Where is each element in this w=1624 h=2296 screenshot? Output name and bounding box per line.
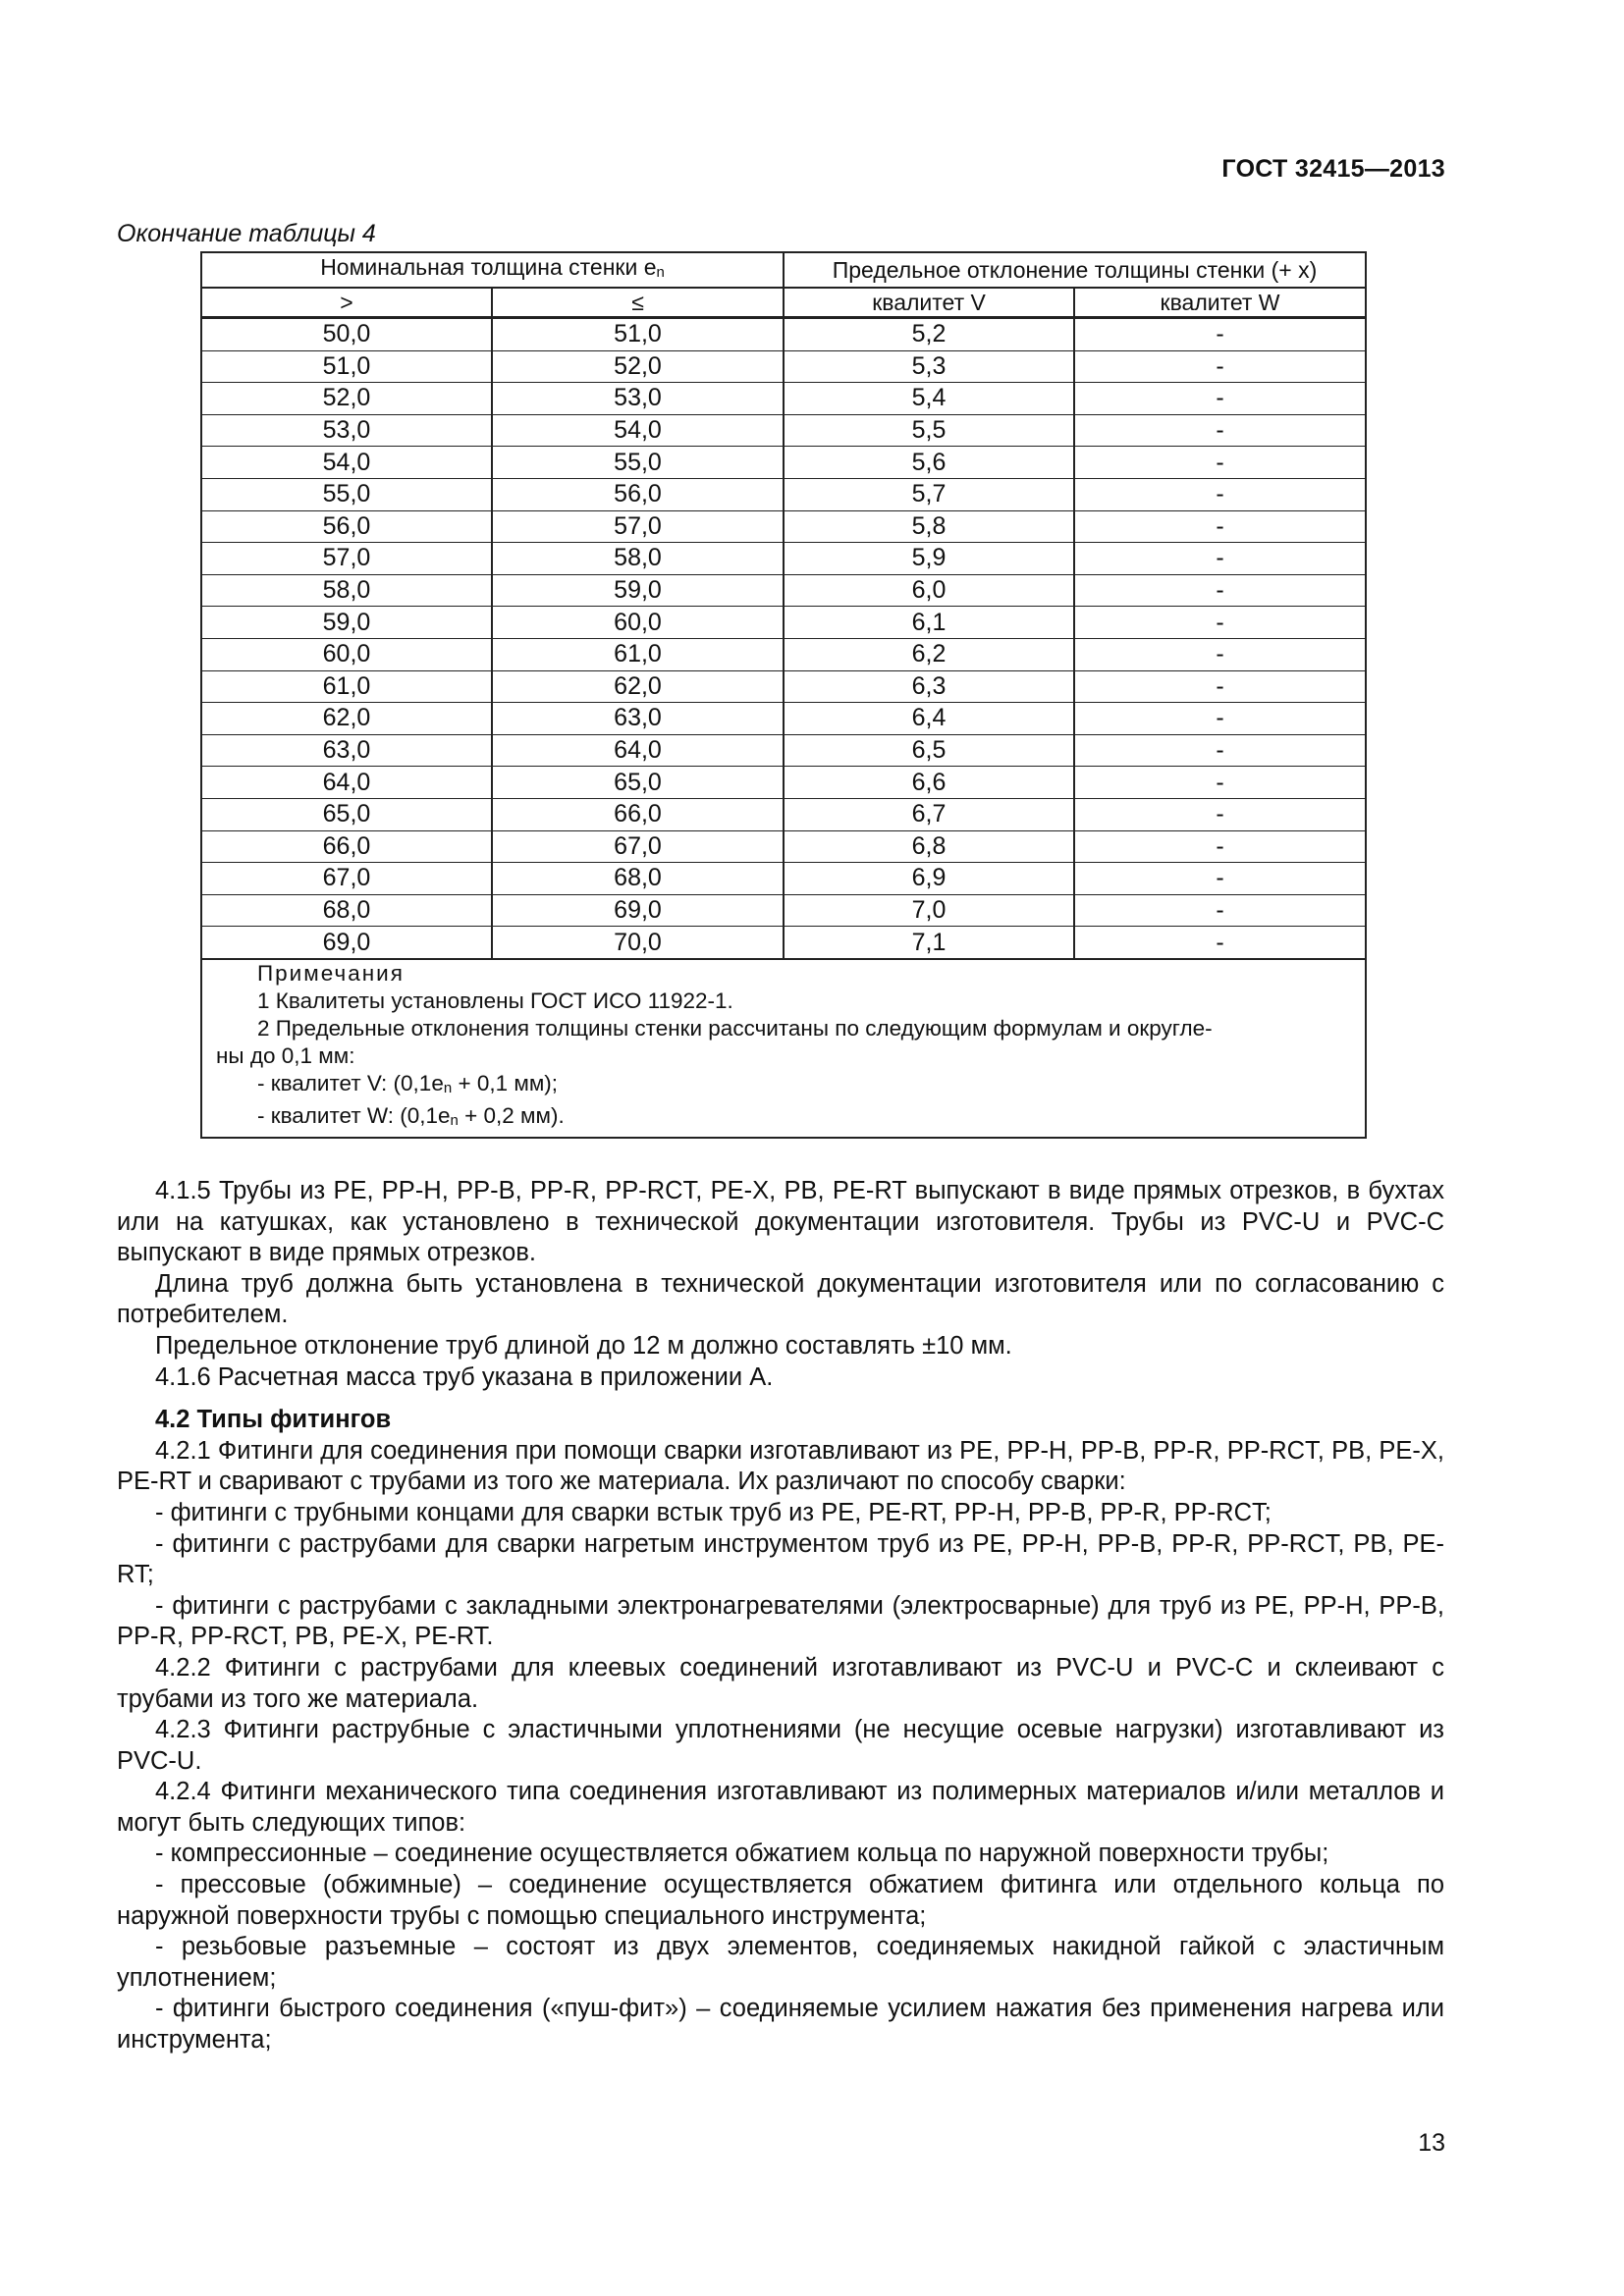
cell-thickness-to: 54,0 <box>492 414 784 447</box>
cell-thickness-to: 55,0 <box>492 447 784 479</box>
cell-grade-v: 6,7 <box>784 798 1074 830</box>
cell-thickness-to: 59,0 <box>492 574 784 607</box>
table-body <box>201 318 1366 959</box>
cell-thickness-from: 57,0 <box>201 543 492 575</box>
cell-grade-v: 7,1 <box>784 927 1074 959</box>
table-row <box>201 638 1366 670</box>
col-header-gt: > <box>201 288 492 318</box>
cell-grade-v: 6,5 <box>784 734 1074 767</box>
cell-grade-v: 5,6 <box>784 447 1074 479</box>
cell-thickness-to: 70,0 <box>492 927 784 959</box>
paragraph-4-1-6: 4.1.6 Расчетная масса труб указана в приложении А. <box>155 1362 774 1391</box>
cell-thickness-from: 60,0 <box>201 638 492 670</box>
cell-grade-w: - <box>1074 863 1366 895</box>
cell-thickness-from: 63,0 <box>201 734 492 767</box>
cell-grade-w: - <box>1074 543 1366 575</box>
paragraph-4-2-3: 4.2.3 Фитинги раструбные с эластичными уплотнениями (не несущие осевые нагрузки) изготавливают из PVC-U. <box>117 1716 1444 1775</box>
cell-thickness-to: 66,0 <box>492 798 784 830</box>
cell-grade-v: 6,9 <box>784 863 1074 895</box>
cell-thickness-to: 68,0 <box>492 863 784 895</box>
cell-grade-v: 5,8 <box>784 510 1074 543</box>
table-header-row <box>201 252 1366 288</box>
table-row <box>201 607 1366 639</box>
cell-grade-w: - <box>1074 798 1366 830</box>
list-item-threaded: - резьбовые разъемные – состоят из двух элементов, соединяемых накидной гайкой с эластичным уплотнением; <box>117 1933 1444 1992</box>
cell-thickness-to: 63,0 <box>492 703 784 735</box>
cell-grade-v: 5,9 <box>784 543 1074 575</box>
cell-thickness-to: 64,0 <box>492 734 784 767</box>
section-heading-4-2: 4.2 Типы фитингов <box>155 1406 392 1434</box>
col-header-grade-w: квалитет W <box>1074 288 1366 318</box>
cell-grade-v: 6,6 <box>784 767 1074 799</box>
table-subheader-row <box>201 288 1366 318</box>
cell-thickness-from: 68,0 <box>201 894 492 927</box>
cell-grade-w: - <box>1074 510 1366 543</box>
cell-grade-v: 6,0 <box>784 574 1074 607</box>
cell-thickness-to: 52,0 <box>492 350 784 383</box>
table-row <box>201 894 1366 927</box>
cell-thickness-from: 51,0 <box>201 350 492 383</box>
list-item-push-fit: - фитинги быстрого соединения («пуш-фит») – соединяемые усилием нажатия без применения нагрева или инструмента; <box>117 1995 1444 2055</box>
table-notes <box>201 959 1366 1138</box>
cell-thickness-from: 58,0 <box>201 574 492 607</box>
document-standard-number: ГОСТ 32415—2013 <box>1221 155 1445 183</box>
list-item-butt-welding: - фитинги с трубными концами для сварки встык труб из PE, PE-RT, PP-H, PP-B, PP-R, PP-RCT; <box>155 1498 1272 1526</box>
list-item-press: - прессовые (обжимные) – соединение осуществляется обжатием фитинга или отдельного кольца по наружной поверхности трубы с помощью специального инструмента; <box>117 1871 1444 1930</box>
table-row <box>201 830 1366 863</box>
table-row <box>201 447 1366 479</box>
note-1: 1 Квалитеты установлены ГОСТ ИСО 11922-1. <box>257 988 733 1013</box>
list-item-socket-welding: - фитинги с раструбами для сварки нагретым инструментом труб из PE, PP-H, PP-B, PP-R, PP-RCT, PB, PE-RT; <box>117 1529 1444 1589</box>
cell-grade-w: - <box>1074 894 1366 927</box>
cell-grade-v: 5,5 <box>784 414 1074 447</box>
table-caption: Окончание таблицы 4 <box>117 220 376 247</box>
cell-thickness-to: 69,0 <box>492 894 784 927</box>
cell-thickness-from: 50,0 <box>201 318 492 351</box>
cell-grade-w: - <box>1074 574 1366 607</box>
notes-title: Примечания <box>257 960 405 986</box>
cell-grade-w: - <box>1074 703 1366 735</box>
cell-thickness-from: 54,0 <box>201 447 492 479</box>
paragraph-length-tolerance: Предельное отклонение труб длиной до 12 м должно составлять ±10 мм. <box>155 1331 1012 1360</box>
cell-thickness-to: 65,0 <box>492 767 784 799</box>
table-row <box>201 543 1366 575</box>
table-notes-row <box>201 959 1366 1138</box>
table-row <box>201 798 1366 830</box>
cell-grade-v: 5,3 <box>784 350 1074 383</box>
table-row <box>201 767 1366 799</box>
cell-grade-v: 6,8 <box>784 830 1074 863</box>
paragraph-4-1-5: 4.1.5 Трубы из PE, PP-H, PP-B, PP-R, PP-RCT, PE-X, PB, PE-RT выпускают в виде прямых отрезков, в бухтах или на катушках, как установлено в технической документации изготовителя. Трубы из PVC-U и PVC-C выпускают в виде прямых отрезков. <box>117 1177 1444 1267</box>
paragraph-pipe-length: Длина труб должна быть установлена в технической документации изготовителя или по согласованию с потребителем. <box>117 1269 1444 1329</box>
cell-thickness-to: 57,0 <box>492 510 784 543</box>
cell-thickness-from: 59,0 <box>201 607 492 639</box>
cell-grade-w: - <box>1074 350 1366 383</box>
cell-grade-w: - <box>1074 318 1366 351</box>
note-2-line-2: ны до 0,1 мм: <box>216 1042 355 1068</box>
cell-grade-w: - <box>1074 734 1366 767</box>
cell-grade-v: 5,2 <box>784 318 1074 351</box>
table-row <box>201 734 1366 767</box>
page-number: 13 <box>1418 2129 1445 2157</box>
cell-grade-w: - <box>1074 927 1366 959</box>
body-text <box>117 1176 1444 2056</box>
cell-grade-w: - <box>1074 830 1366 863</box>
cell-thickness-to: 53,0 <box>492 383 784 415</box>
paragraph-4-2-2: 4.2.2 Фитинги с раструбами для клеевых соединений изготавливают из PVC-U и PVC-C и склеивают с трубами из того же материала. <box>117 1653 1444 1713</box>
list-item-electrofusion: - фитинги с раструбами с закладными электронагревателями (электросварные) для труб из PE, PP-H, PP-B, PP-R, PP-RCT, PB, PE-X, PE-RT. <box>117 1591 1444 1651</box>
cell-grade-w: - <box>1074 670 1366 703</box>
cell-thickness-to: 56,0 <box>492 478 784 510</box>
note-formula-v: - квалитет V: ($0,1e_n + 0,1$ мм); <box>257 1070 559 1096</box>
table-row <box>201 350 1366 383</box>
cell-thickness-from: 56,0 <box>201 510 492 543</box>
header-nominal-thickness: Номинальная толщина стенки $e_n$ <box>201 252 784 288</box>
cell-grade-v: 5,4 <box>784 383 1074 415</box>
cell-thickness-to: 67,0 <box>492 830 784 863</box>
cell-grade-v: 6,3 <box>784 670 1074 703</box>
table-row <box>201 414 1366 447</box>
cell-thickness-from: 61,0 <box>201 670 492 703</box>
cell-thickness-to: 60,0 <box>492 607 784 639</box>
cell-thickness-from: 65,0 <box>201 798 492 830</box>
cell-grade-w: - <box>1074 447 1366 479</box>
cell-grade-v: 6,4 <box>784 703 1074 735</box>
cell-thickness-to: 51,0 <box>492 318 784 351</box>
table-row <box>201 478 1366 510</box>
cell-grade-w: - <box>1074 607 1366 639</box>
cell-thickness-to: 61,0 <box>492 638 784 670</box>
cell-grade-w: - <box>1074 767 1366 799</box>
cell-grade-v: 6,2 <box>784 638 1074 670</box>
wall-thickness-table <box>200 251 1367 1139</box>
cell-grade-w: - <box>1074 638 1366 670</box>
table-row <box>201 510 1366 543</box>
col-header-le: ≤ <box>492 288 784 318</box>
table-row <box>201 383 1366 415</box>
cell-grade-w: - <box>1074 478 1366 510</box>
note-2-line-1: 2 Предельные отклонения толщины стенки рассчитаны по следующим формулам и округле- <box>257 1015 1213 1041</box>
cell-grade-v: 6,1 <box>784 607 1074 639</box>
paragraph-4-2-4: 4.2.4 Фитинги механического типа соединения изготавливают из полимерных материалов и/или металлов и могут быть следующих типов: <box>117 1778 1444 1837</box>
col-header-grade-v: квалитет V <box>784 288 1074 318</box>
cell-thickness-from: 64,0 <box>201 767 492 799</box>
cell-grade-v: 5,7 <box>784 478 1074 510</box>
list-item-compression: - компрессионные – соединение осуществляется обжатием кольца по наружной поверхности трубы; <box>155 1840 1329 1868</box>
cell-thickness-from: 52,0 <box>201 383 492 415</box>
note-formula-w: - квалитет W: ($0,1e_n + 0,2$ мм). <box>257 1102 565 1129</box>
table-row <box>201 863 1366 895</box>
cell-thickness-to: 62,0 <box>492 670 784 703</box>
table-row <box>201 574 1366 607</box>
header-tolerance: Предельное отклонение толщины стенки (+ x) <box>784 252 1366 288</box>
cell-thickness-from: 69,0 <box>201 927 492 959</box>
cell-thickness-to: 58,0 <box>492 543 784 575</box>
cell-grade-w: - <box>1074 414 1366 447</box>
table-row <box>201 670 1366 703</box>
cell-thickness-from: 62,0 <box>201 703 492 735</box>
cell-thickness-from: 53,0 <box>201 414 492 447</box>
cell-thickness-from: 67,0 <box>201 863 492 895</box>
cell-thickness-from: 55,0 <box>201 478 492 510</box>
table-row <box>201 318 1366 351</box>
table-row <box>201 927 1366 959</box>
cell-grade-w: - <box>1074 383 1366 415</box>
cell-grade-v: 7,0 <box>784 894 1074 927</box>
paragraph-4-2-1: 4.2.1 Фитинги для соединения при помощи сварки изготавливают из PE, PP-H, PP-B, PP-R, PP-RCT, PB, PE-X, PE-RT и сваривают с трубами из того же материала. Их различают по способу сварки: <box>117 1436 1444 1496</box>
cell-thickness-from: 66,0 <box>201 830 492 863</box>
table-row <box>201 703 1366 735</box>
